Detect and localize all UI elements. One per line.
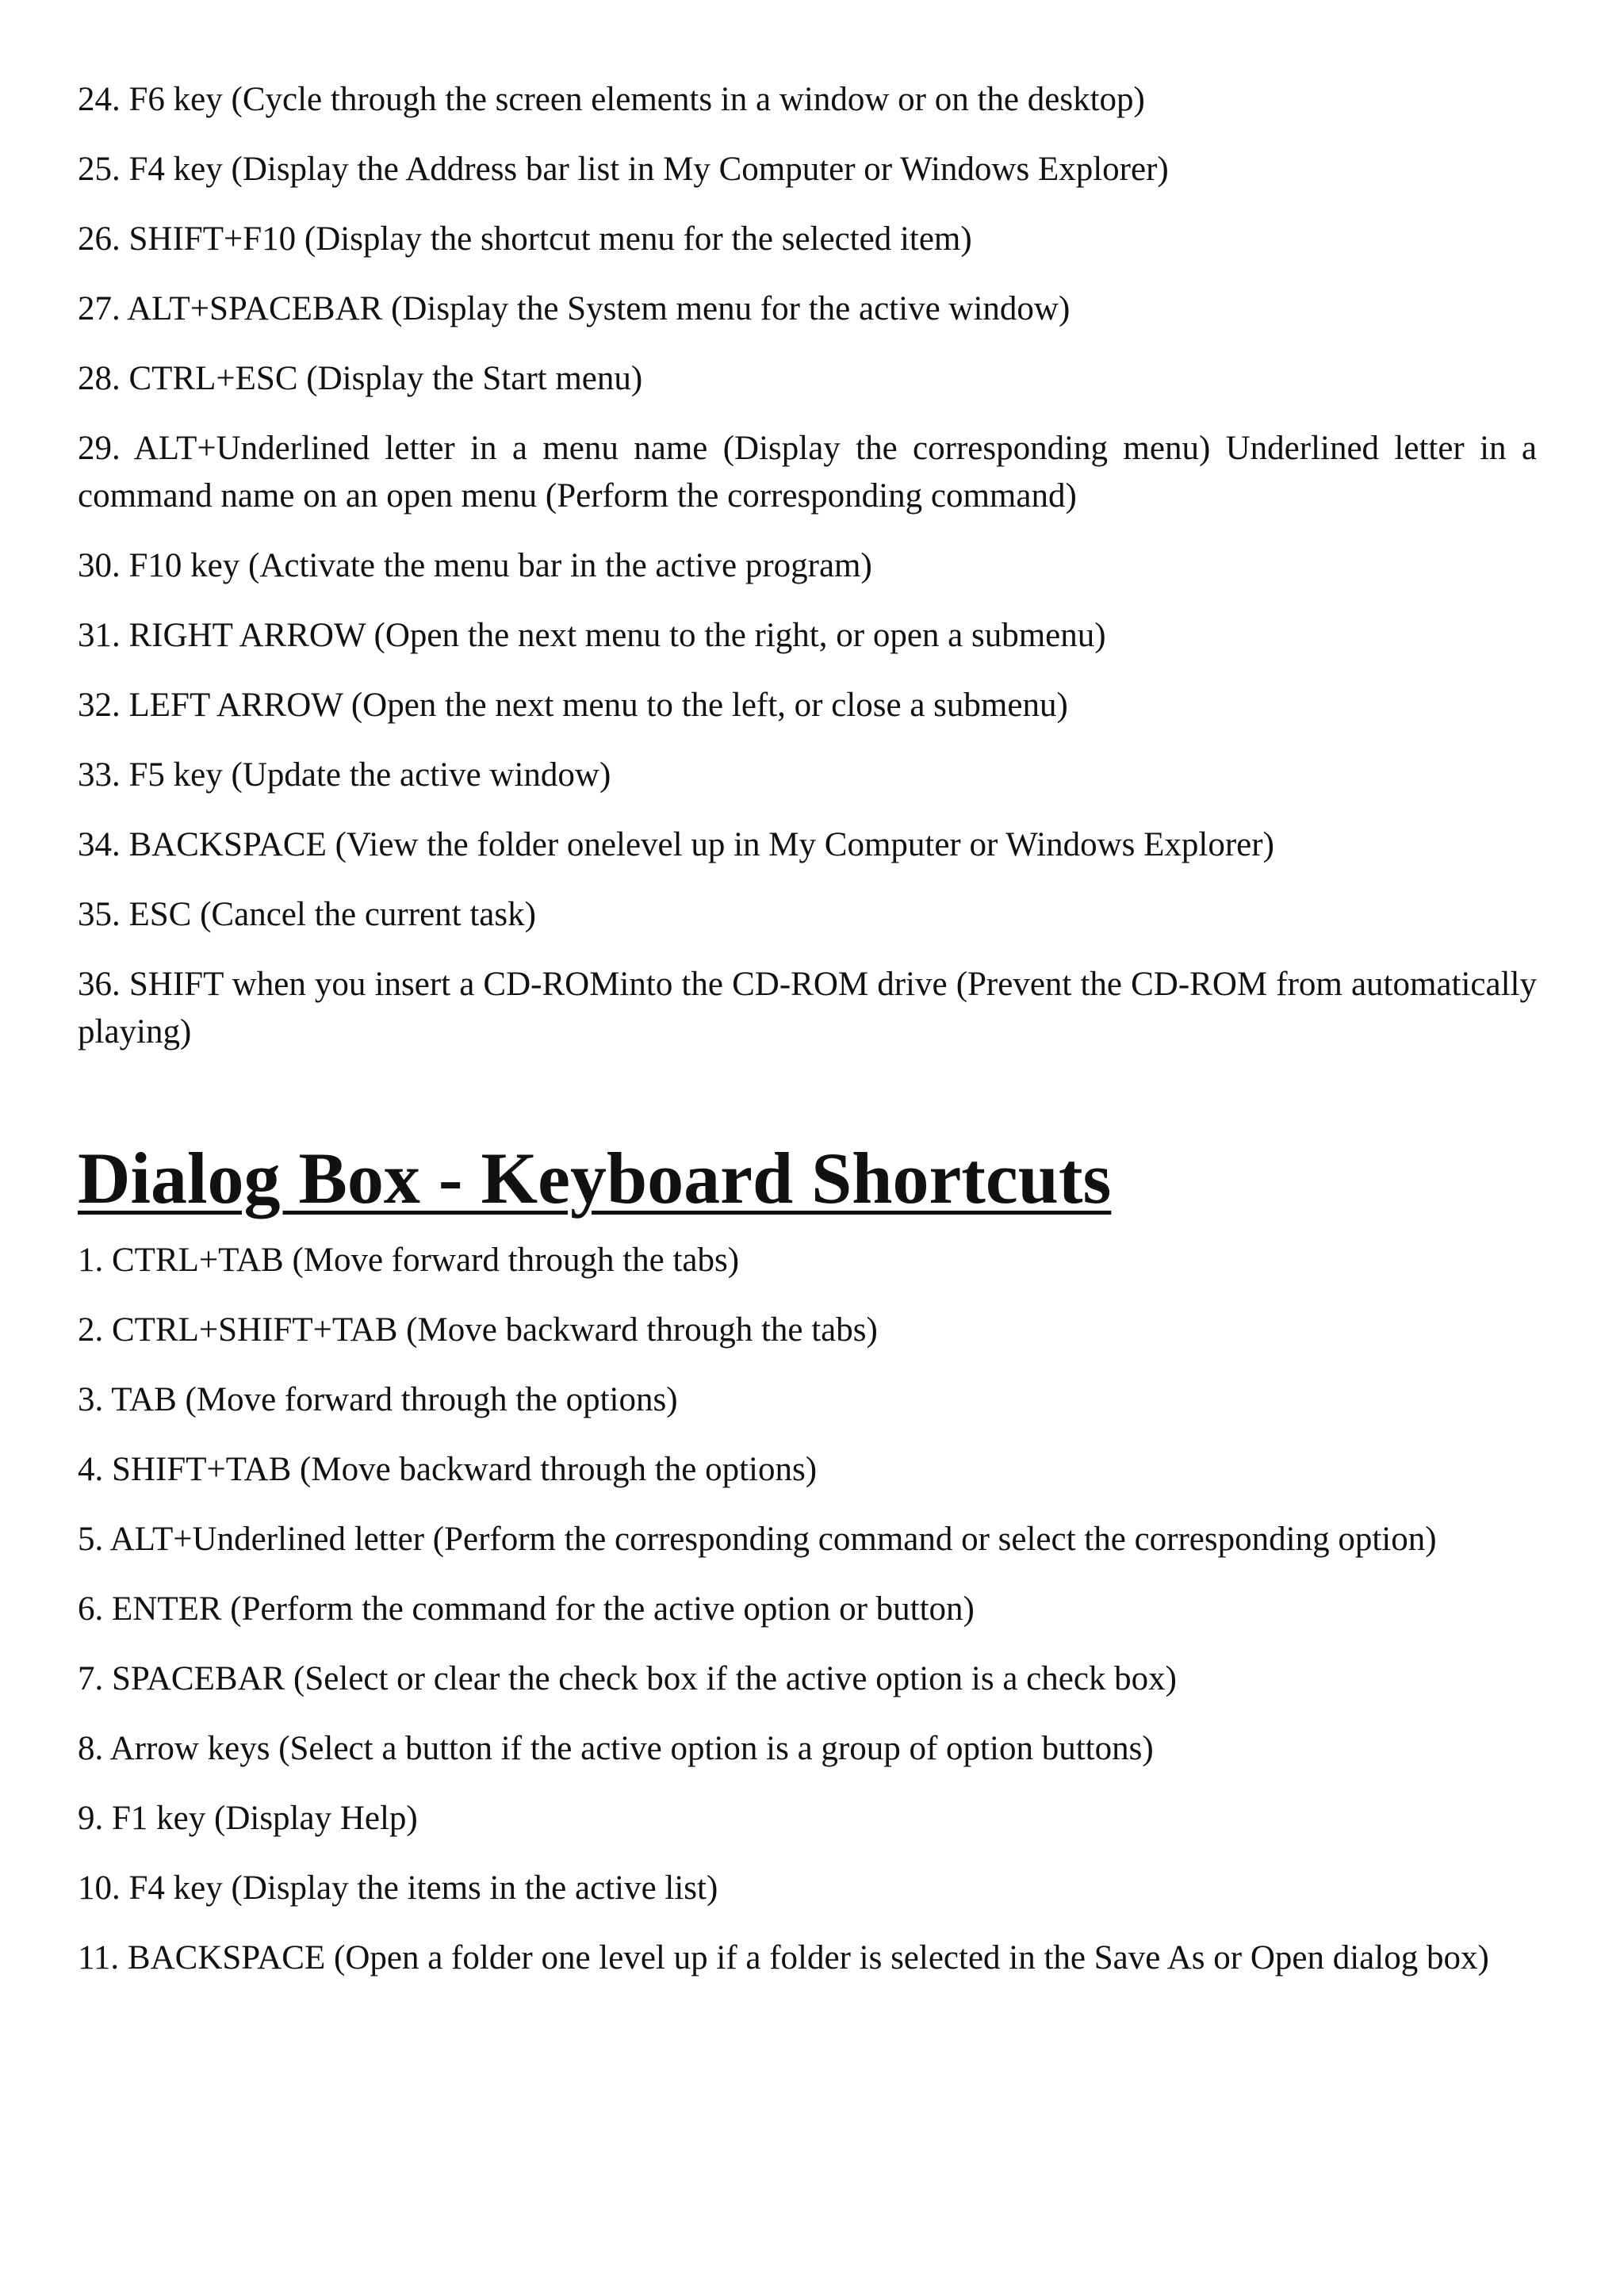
dialog-shortcut-list xyxy=(78,1237,1537,1982)
list-item: 25. F4 key (Display the Address bar list in My Computer or Windows Explorer) xyxy=(78,151,1169,188)
list-item: 4. SHIFT+TAB (Move backward through the options) xyxy=(78,1451,818,1488)
section-heading: Dialog Box - Keyboard Shortcuts xyxy=(78,1138,1112,1219)
list-item: 2. CTRL+SHIFT+TAB (Move backward through the tabs) xyxy=(78,1311,878,1349)
list-item: 35. ESC (Cancel the current task) xyxy=(78,896,536,933)
list-item: 9. F1 key (Display Help) xyxy=(78,1800,418,1837)
list-item: 6. ENTER (Perform the command for the active option or button) xyxy=(78,1590,975,1628)
list-item: 30. F10 key (Activate the menu bar in the active program) xyxy=(78,547,872,584)
list-item: 3. TAB (Move forward through the options) xyxy=(78,1381,678,1418)
list-item: 29. ALT+Underlined letter in a menu name (Display the corresponding menu) Underlined letter in a command name on an open menu (Perform the corresponding command) xyxy=(78,430,1537,515)
list-item: 10. F4 key (Display the items in the active list) xyxy=(78,1869,718,1907)
windows-shortcut-list xyxy=(78,76,1537,1056)
document-page xyxy=(78,76,1537,2004)
list-item: 33. F5 key (Update the active window) xyxy=(78,756,611,794)
list-item: 27. ALT+SPACEBAR (Display the System menu for the active window) xyxy=(78,290,1071,327)
list-item: 32. LEFT ARROW (Open the next menu to the left, or close a submenu) xyxy=(78,687,1068,724)
list-item: 7. SPACEBAR (Select or clear the check box if the active option is a check box) xyxy=(78,1660,1177,1697)
list-item: 5. ALT+Underlined letter (Perform the corresponding command or select the corresponding option) xyxy=(78,1521,1437,1558)
list-item: 36. SHIFT when you insert a CD-ROMinto the CD-ROM drive (Prevent the CD-ROM from automatically playing) xyxy=(78,966,1537,1050)
list-item: 24. F6 key (Cycle through the screen elements in a window or on the desktop) xyxy=(78,81,1145,118)
list-item: 1. CTRL+TAB (Move forward through the tabs) xyxy=(78,1242,740,1279)
list-item: 34. BACKSPACE (View the folder onelevel up in My Computer or Windows Explorer) xyxy=(78,826,1274,863)
list-item: 8. Arrow keys (Select a button if the active option is a group of option buttons) xyxy=(78,1730,1154,1767)
list-item: 26. SHIFT+F10 (Display the shortcut menu for the selected item) xyxy=(78,220,972,258)
list-item: 31. RIGHT ARROW (Open the next menu to the right, or open a submenu) xyxy=(78,617,1106,654)
list-item: 11. BACKSPACE (Open a folder one level up if a folder is selected in the Save As or Open dialog box) xyxy=(78,1939,1489,1976)
list-item: 28. CTRL+ESC (Display the Start menu) xyxy=(78,360,643,397)
